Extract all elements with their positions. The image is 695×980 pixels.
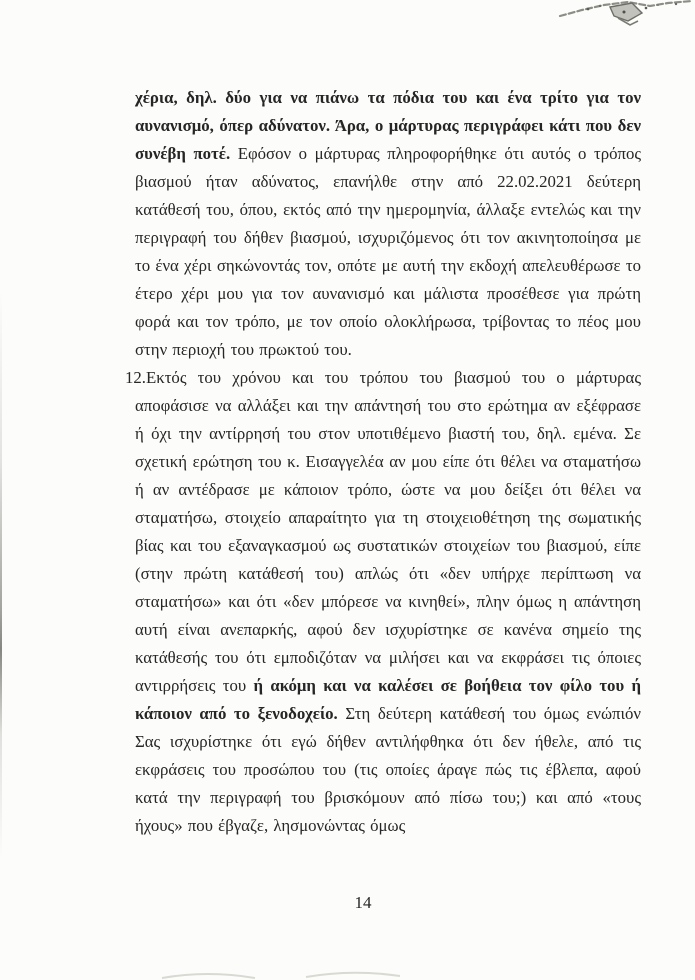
paragraph-number: 12. — [125, 368, 146, 387]
body-text: Στη δεύτερη κατάθεσή του όμως ενώπιόν Σας ισχυρίστηκε ότι εγώ δήθεν αντιλήφθηκα ότι δεν ήθελε, από τις εκφράσεις του προσώπου του (τις οποίες άραγε πώς τις έβλεπα, αφού κατά την περιγραφή του βρισκόμουν από πίσω του;) και από «τους ήχους» που έβγαζε, λησμονώντας όμως — [135, 704, 641, 835]
body-text: Εφόσον ο μάρτυρας πληροφορήθηκε ότι αυτός ο τρόπος βιασμού ήταν αδύνατος, επανήλθε στην από 22.02.2021 δεύτερη κατάθεσή του, όπου, εκτός από την ημερομηνία, άλλαξε εντελώς και την περιγραφή του δήθεν βιασμού, ισχυριζόμενος ότι τον ακινητοποίησα με το ένα χέρι σηκώνοντάς τον, οπότε με αυτή την εκδοχή απελευθέρωσε το έτερο χέρι μου για τον αυνανισμό και μάλιστα προσέθεσε για πρώτη φορά και τον τρόπο, με τον οποίο ολοκλήρωσα, τρίβοντας το πέος μου στην περιοχή του πρωκτού του. — [135, 144, 641, 359]
bottom-edge-artifact — [0, 968, 695, 980]
paragraph-12 — [125, 364, 641, 840]
corner-smudge-artifact — [558, 0, 695, 36]
left-edge-scan-shadow — [0, 290, 2, 860]
body-text: Εκτός του χρόνου και του τρόπου του βιασμού του ο μάρτυρας αποφάσισε να αλλάξει και την απάντησή του στο ερώτημα αν εξέφρασε ή όχι την αντίρρησή του στον υποτιθέμενο βιαστή του, δηλ. εμένα. Σε σχετική ερώτηση του κ. Εισαγγελέα αν μου είπε ότι θέλει να σταματήσω ή αν αντέδρασε με κάποιον τρόπο, ώστε να μου δείξει ότι θέλει να σταματήσω, στοιχείο απαραίτητο για τη στοιχειοθέτηση της σωματικής βίας και του εξαναγκασμού ως συστατικών στοιχείων του βιασμού, είπε (στην πρώτη κατάθεσή του) απλώς ότι «δεν υπήρχε περίπτωση να σταματήσω» και ότι «δεν μπόρεσε να κινηθεί», πλην όμως η απάντηση αυτή είναι ανεπαρκής, αφού δεν ισχυρίστηκε σε κανένα σημείο της κατάθεσής του ότι εμποδιζόταν να μιλήσει και να εκφράσει τις όποιες αντιρρήσεις του — [135, 368, 641, 695]
text-block — [125, 84, 641, 840]
page-number: 14 — [354, 893, 372, 912]
bold-mid-text: ή ακόμη και να καλέσει σε βοήθεια τον φίλο του ή κάποιον από το ξενοδοχείο. — [135, 676, 641, 723]
bold-lead-text: χέρια, δηλ. δύο για να πιάνω τα πόδια του και ένα τρίτο για τον αυνανισμό, όπερ αδύνατον. Άρα, ο μάρτυρας περιγράφει κάτι που δεν συνέβη ποτέ. — [135, 88, 641, 163]
paragraph-continuation — [135, 84, 641, 364]
